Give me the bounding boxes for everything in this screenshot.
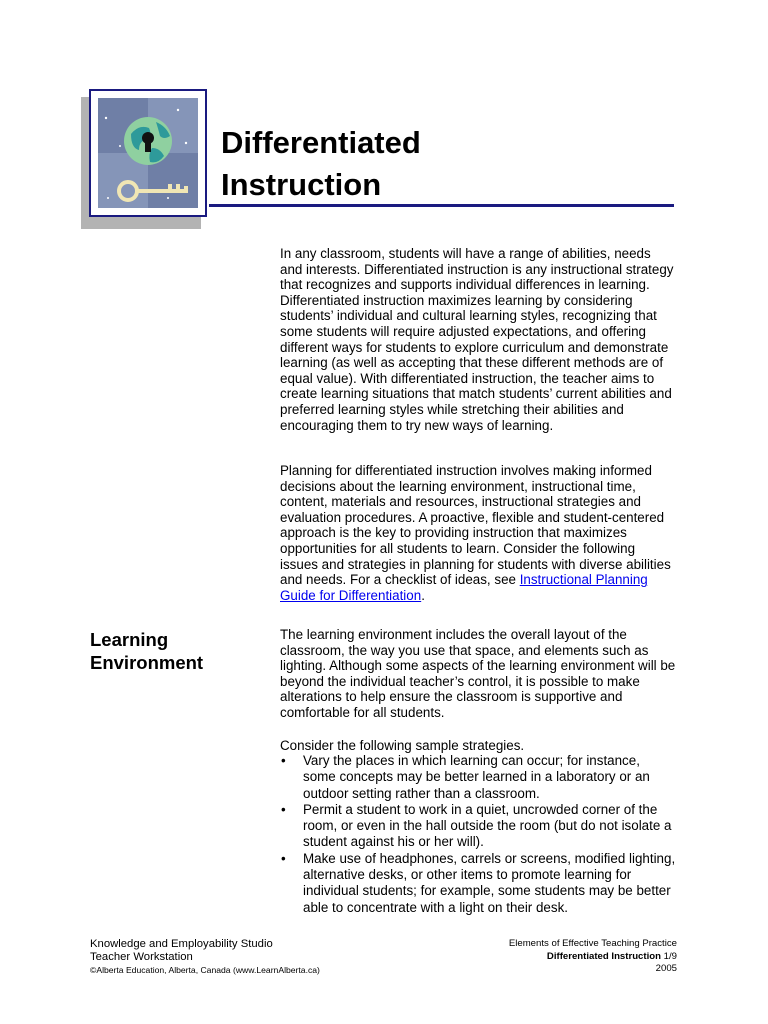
list-item: • Vary the places in which learning can occur; for instance, some concepts may be better learned in a laboratory or an outdoor setting rather than a classroom.	[280, 753, 676, 802]
footer-right	[509, 938, 677, 976]
strategies-intro: Consider the following sample strategies.	[280, 738, 525, 753]
title-line-1: Differentiated	[221, 125, 421, 160]
footer-series-title: Elements of Effective Teaching Practice	[508, 938, 677, 949]
strategies-list	[280, 753, 676, 916]
footer-year: 2005	[655, 963, 677, 974]
intro-paragraph-2-text: Planning for differentiated instruction involves making informed decisions about the learning environment, instructional time, content, materials and resources, instructional strategies and evaluation procedures. A proactive, flexible and student-centered approach is the key to providing instruction that maximizes opportunities for all students to learn. Consider the following issues and strategies in planning for students with diverse abilities and needs. For a checklist of ideas, see	[280, 463, 671, 588]
footer-workstation: Teacher Workstation	[90, 951, 193, 963]
footer-doc-page	[509, 951, 677, 964]
intro-paragraph-2-end: .	[421, 587, 425, 603]
planning-guide-link[interactable]: Instructional Planning Guide for Differentiation	[280, 572, 648, 603]
footer-left	[90, 938, 320, 977]
title-underline	[209, 204, 674, 207]
footer-doc-title: Differentiated Instruction	[546, 950, 661, 962]
section-heading-line-1: Learning	[90, 629, 169, 650]
list-item: • Permit a student to work in a quiet, uncrowded corner of the room, or even in the hall outside the room (but do not isolate a student against his or her will).	[280, 802, 676, 851]
page-title	[221, 122, 421, 206]
list-item: • Make use of headphones, carrels or screens, modified lighting, alternative desks, or other items to promote learning for individual students; for example, some students may be better able to concentrate with a light on their desk.	[280, 851, 676, 916]
globe-keyhole-key-icon	[98, 98, 198, 208]
logo-frame	[89, 89, 207, 217]
title-line-2: Instruction	[221, 167, 382, 202]
intro-paragraph-1: In any classroom, students will have a range of abilities, needs and interests. Differentiated instruction is any instructional strategy that recognizes and supports individual differences in learning. Differentiated instruction maximizes learning by considering students’ individual and cultural learning styles, recognizing that some students will require adjusted expectations, and offering different ways for students to explore curriculum and demonstrate learning (as well as accepting that these different methods are of equal value). With differentiated instruction, the teacher aims to create learning situations that match students’ current abilities and preferred learning styles while stretching their abilities and encouraging them to try new ways of learning.	[280, 246, 674, 433]
intro-paragraph-2	[280, 463, 676, 603]
footer-copyright: ©Alberta Education, Alberta, Canada (www.LearnAlberta.ca)	[90, 965, 320, 975]
section-heading-learning-environment	[90, 628, 203, 674]
footer-studio-name: Knowledge and Employability Studio	[90, 938, 273, 950]
section-heading-line-2: Environment	[90, 652, 204, 673]
footer-page-number: 1/9	[663, 950, 677, 962]
learning-environment-paragraph: The learning environment includes the overall layout of the classroom, the way you use that space, and elements such as lighting. Although some aspects of the learning environment will be beyond the individual teacher’s control, it is possible to make alterations to help ensure the classroom is supportive and comfortable for all students.	[280, 627, 676, 720]
